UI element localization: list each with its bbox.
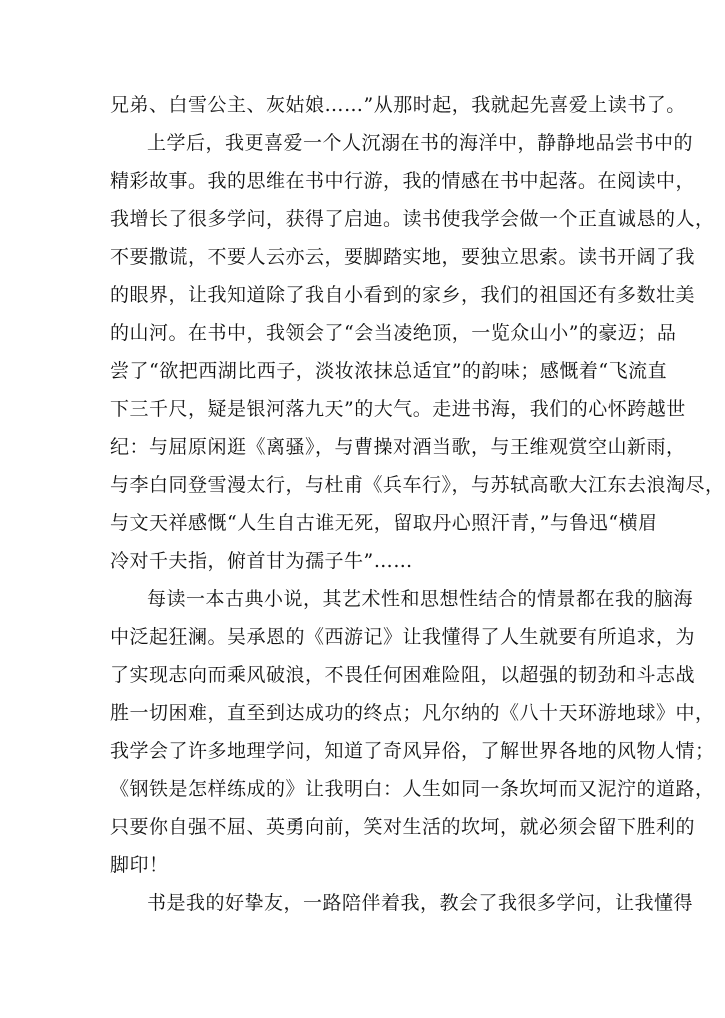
text-line: 胜一切困难，直至到达成功的终点；凡尔纳的《八十天环游地球》中， bbox=[110, 702, 715, 724]
text-line: 我增长了很多学问，获得了启迪。读书使我学会做一个正直诚恳的人， bbox=[110, 208, 715, 230]
text-line: 纪：与屈原闲逛《离骚》，与曹操对酒当歌，与王维观赏空山新雨， bbox=[110, 436, 686, 458]
text-line: 精彩故事。我的思维在书中行游，我的情感在书中起落。在阅读中， bbox=[110, 170, 696, 192]
paragraph-start-line: 每读一本古典小说，其艺术性和思想性结合的情景都在我的脑海 bbox=[147, 588, 694, 610]
paragraph-start-line: 上学后，我更喜爱一个人沉溺在书的海洋中，静静地品尝书中的 bbox=[147, 132, 694, 154]
text-line: 兄弟、白雪公主、灰姑娘……”从那时起，我就起先喜爱上读书了。 bbox=[110, 94, 686, 116]
text-line: 与文天祥感慨“人生自古谁无死，留取丹心照汗青，”与鲁迅“横眉 bbox=[110, 512, 658, 534]
text-line: 《钢铁是怎样练成的》让我明白：人生如同一条坎坷而又泥泞的道路， bbox=[110, 778, 715, 800]
text-line: 的山河。在书中，我领会了“会当凌绝顶，一览众山小”的豪迈；品 bbox=[110, 322, 677, 344]
paragraph-start-line: 书是我的好挚友，一路陪伴着我，教会了我很多学问，让我懂得 bbox=[147, 892, 694, 914]
text-line: 不要撒谎，不要人云亦云，要脚踏实地，要独立思索。读书开阔了我 bbox=[110, 246, 696, 268]
text-line: 脚印！ bbox=[110, 854, 169, 876]
text-line: 中泛起狂澜。吴承恩的《西游记》让我懂得了人生就要有所追求，为 bbox=[110, 626, 696, 648]
text-line: 下三千尺，疑是银河落九天”的大气。走进书海，我们的心怀跨越世 bbox=[110, 398, 686, 420]
text-line: 的眼界，让我知道除了我自小看到的家乡，我们的祖国还有多数壮美 bbox=[110, 284, 696, 306]
text-line: 与李白同登雪漫太行，与杜甫《兵车行》，与苏轼高歌大江东去浪淘尽， bbox=[110, 474, 725, 496]
text-line: 我学会了许多地理学问，知道了奇风异俗，了解世界各地的风物人情； bbox=[110, 740, 715, 762]
text-line: 了实现志向而乘风破浪，不畏任何困难险阻，以超强的韧劲和斗志战 bbox=[110, 664, 696, 686]
text-line: 尝了“欲把西湖比西子，淡妆浓抹总适宜”的韵味；感慨着“飞流直 bbox=[110, 360, 668, 382]
text-line: 只要你自强不屈、英勇向前，笑对生活的坎坷，就必须会留下胜利的 bbox=[110, 816, 696, 838]
text-line: 冷对千夫指，俯首甘为孺子牛”…… bbox=[110, 550, 413, 572]
